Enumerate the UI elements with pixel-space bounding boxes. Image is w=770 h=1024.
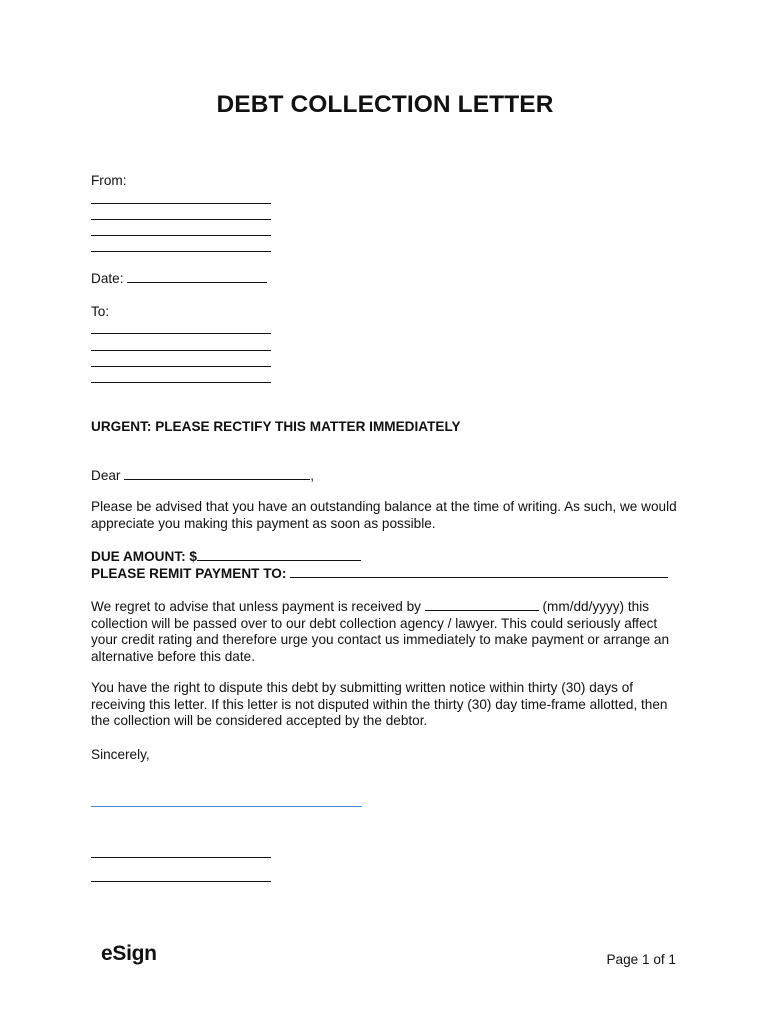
- to-line-4[interactable]: [91, 382, 271, 383]
- due-amount-field[interactable]: [197, 548, 361, 561]
- to-line-2[interactable]: [91, 350, 271, 351]
- from-line-3[interactable]: [91, 235, 271, 236]
- remit-address-field[interactable]: [290, 565, 668, 578]
- regret-text-before: We regret to advise that unless payment is received by: [91, 599, 421, 614]
- dear-comma: ,: [310, 468, 315, 483]
- closing: Sincerely,: [91, 747, 150, 762]
- date-row: [91, 270, 267, 287]
- to-label: To:: [91, 304, 110, 319]
- signer-name-line[interactable]: [91, 857, 271, 858]
- signature-line[interactable]: [91, 806, 362, 807]
- salutation: [91, 467, 314, 484]
- from-line-2[interactable]: [91, 219, 271, 220]
- dear-label: Dear: [91, 468, 121, 483]
- urgent-heading: URGENT: PLEASE RECTIFY THIS MATTER IMMEDIATELY: [91, 419, 461, 434]
- recipient-name-field[interactable]: [124, 467, 310, 480]
- to-line-3[interactable]: [91, 366, 271, 367]
- to-line-1[interactable]: [91, 333, 271, 334]
- due-amount-row: [91, 548, 361, 565]
- remit-row: [91, 565, 668, 582]
- page-number: Page 1 of 1: [606, 952, 676, 967]
- esign-logo: eSign: [101, 942, 157, 965]
- from-line-1[interactable]: [91, 203, 271, 204]
- signer-title-line[interactable]: [91, 881, 271, 882]
- due-amount-label: DUE AMOUNT: $: [91, 549, 197, 564]
- intro-paragraph: Please be advised that you have an outstanding balance at the time of writing. As such, we would appreciate you making this payment as soon as possible.: [91, 499, 677, 531]
- remit-label: PLEASE REMIT PAYMENT TO:: [91, 566, 287, 581]
- regret-text-after: (mm/dd/yyyy) this collection will be passed over to our debt collection agency / lawyer. This could seriously affect your credit rating and therefore urge you contact us immediately to make payment or arrange an alternative before this date.: [91, 599, 670, 664]
- from-label: From:: [91, 173, 127, 188]
- from-line-4[interactable]: [91, 251, 271, 252]
- deadline-date-field[interactable]: [425, 598, 539, 611]
- dispute-paragraph: You have the right to dispute this debt by submitting written notice within thirty (30) days of receiving this letter. If this letter is not disputed within the thirty (30) day time-frame allotted, then the collection will be considered accepted by the debtor.: [91, 680, 668, 728]
- date-field[interactable]: [127, 270, 267, 283]
- date-label: Date:: [91, 271, 124, 286]
- regret-paragraph: [91, 598, 683, 665]
- document-title: DEBT COLLECTION LETTER: [216, 91, 554, 118]
